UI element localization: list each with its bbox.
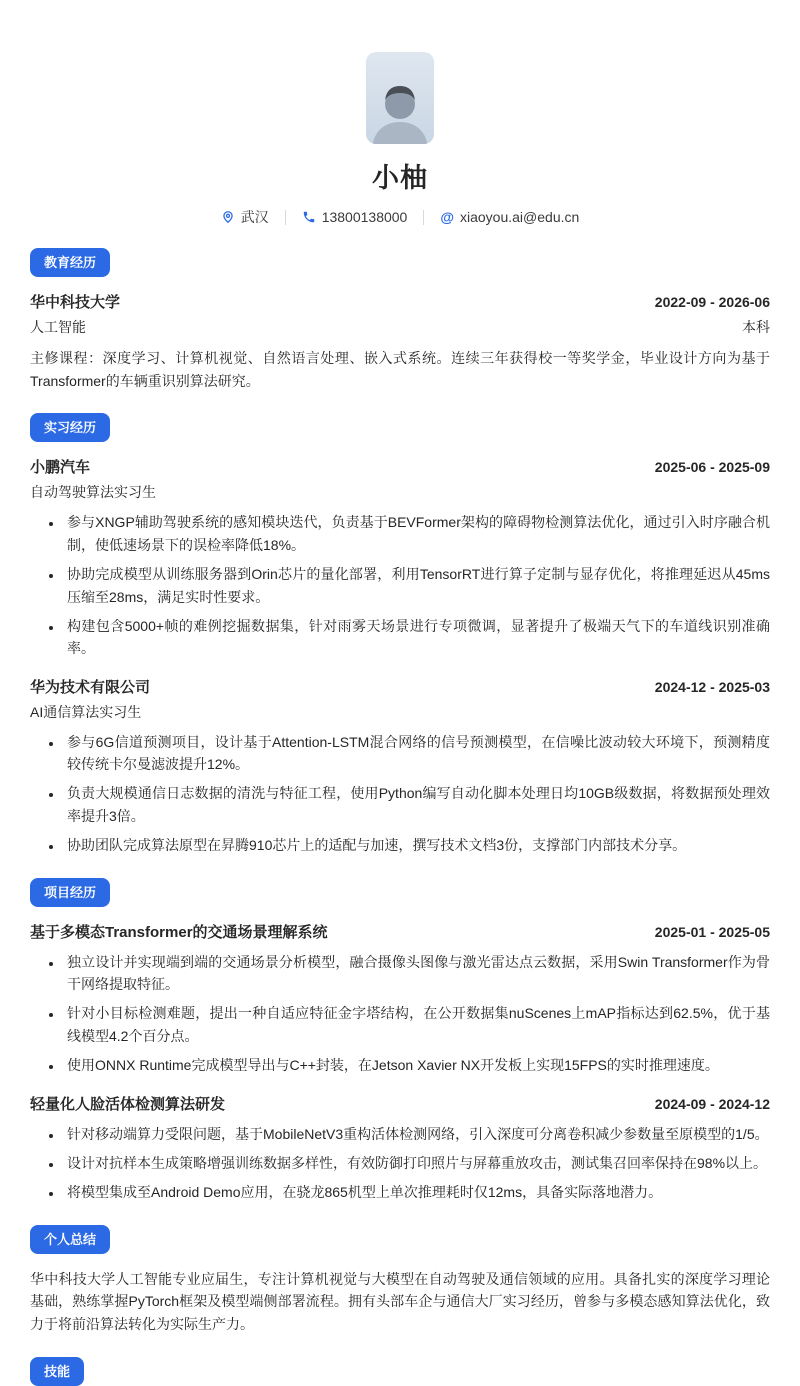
role-name: AI通信算法实习生: [30, 703, 142, 720]
phone-icon: [302, 210, 316, 224]
location-pin-icon: [221, 210, 235, 224]
project-head: [30, 921, 770, 942]
education-head: [30, 291, 770, 312]
degree-name: 本科: [742, 319, 770, 335]
bullet-item: • 协助完成模型从训练服务器到Orin芯片的量化部署，利用TensorRT进行算子定制与显存优化，将推理延迟从45ms压缩至28ms，满足实时性要求。: [63, 563, 770, 608]
contact-email: [440, 209, 579, 225]
summary-text: 华中科技大学人工智能专业应届生，专注计算机视觉与大模型在自动驾驶及通信领域的应用。具备扎实的深度学习理论基础，熟练掌握PyTorch框架及模型端侧部署流程。拥有头部车企与通信大厂实习经历，曾参与多模态感知算法优化，致力于将前沿算法转化为实际生产力。: [30, 1270, 770, 1333]
project-bullets: [30, 1123, 770, 1204]
section-projects: [30, 878, 770, 1204]
project-entry-traffic: [30, 921, 770, 1077]
profile-photo: [366, 52, 434, 144]
company-name: 华为技术有限公司: [30, 678, 151, 696]
contact-divider: [423, 210, 424, 225]
internship-head: [30, 676, 770, 697]
project-entry-face: [30, 1093, 770, 1204]
bullet-item: • 使用ONNX Runtime完成模型导出与C++封装，在Jetson Xavier NX开发板上实现15FPS的实时推理速度。: [63, 1054, 770, 1076]
education-subhead: [30, 317, 770, 337]
company-name: 小鹏汽车: [30, 459, 91, 477]
bullet-item: • 参与XNGP辅助驾驶系统的感知模块迭代，负责基于BEVFormer架构的障碍物检测算法优化，通过引入时序融合机制，使低速场景下的误检率降低18%。: [63, 511, 770, 556]
section-skills: [30, 1357, 770, 1386]
bullet-item: • 设计对抗样本生成策略增强训练数据多样性，有效防御打印照片与屏幕重放攻击，测试集召回率保持在98%以上。: [63, 1152, 770, 1174]
bullet-item: • 协助团队完成算法原型在昇腾910芯片上的适配与加速，撰写技术文档3份，支撑部门内部技术分享。: [63, 834, 770, 856]
section-badge-skills: 技能: [30, 1357, 84, 1386]
internship-bullets: [30, 731, 770, 857]
internship-entry-xpeng: [30, 456, 770, 659]
project-bullets: [30, 951, 770, 1077]
project-title: 轻量化人脸活体检测算法研发: [30, 1095, 226, 1113]
section-badge-projects: 项目经历: [30, 878, 110, 907]
internship-bullets: [30, 511, 770, 659]
bullet-item: • 构建包含5000+帧的难例挖掘数据集，针对雨雾天场景进行专项微调，显著提升了极端天气下的车道线识别准确率。: [63, 615, 770, 660]
bullet-item: • 针对小目标检测难题，提出一种自适应特征金字塔结构，在公开数据集nuScenes上mAP指标达到62.5%，优于基线模型4.2个百分点。: [63, 1002, 770, 1047]
education-description: 主修课程：深度学习、计算机视觉、自然语言处理、嵌入式系统。连续三年获得校一等奖学金，毕业设计方向为基于Transformer的车辆重识别算法研究。: [30, 350, 770, 389]
contact-phone: [302, 209, 408, 225]
at-icon: @: [440, 209, 454, 225]
resume-header: [30, 0, 770, 227]
internship-head: [30, 456, 770, 477]
section-education: [30, 248, 770, 392]
section-badge-summary: 个人总结: [30, 1225, 110, 1254]
bullet-item: • 独立设计并实现端到端的交通场景分析模型，融合摄像头图像与激光雷达点云数据，采用Swin Transformer作为骨干网络提取特征。: [63, 951, 770, 996]
education-date: 2022-09 - 2026-06: [654, 294, 770, 310]
section-badge-internship: 实习经历: [30, 413, 110, 442]
internship-date: 2025-06 - 2025-09: [654, 459, 770, 476]
role-name: 自动驾驶算法实习生: [30, 484, 156, 501]
bullet-item: • 针对移动端算力受限问题，基于MobileNetV3重构活体检测网络，引入深度可分离卷积减少参数量至原模型的1/5。: [63, 1123, 770, 1145]
person-silhouette-icon: [366, 78, 434, 144]
internship-role: [30, 482, 770, 502]
project-head: [30, 1093, 770, 1114]
school-name: 华中科技大学: [30, 294, 121, 311]
section-summary: [30, 1225, 770, 1336]
contact-location: [221, 207, 269, 227]
project-date: 2025-01 - 2025-05: [654, 923, 770, 940]
section-badge-education: 教育经历: [30, 248, 110, 277]
major-name: 人工智能: [30, 319, 86, 335]
internship-entry-huawei: [30, 676, 770, 857]
bullet-item: • 将模型集成至Android Demo应用，在骁龙865机型上单次推理耗时仅12ms，具备实际落地潜力。: [63, 1181, 770, 1203]
bullet-item: • 参与6G信道预测项目，设计基于Attention-LSTM混合网络的信号预测模型，在信噪比波动较大环境下，预测精度较传统卡尔曼滤波提升12%。: [63, 731, 770, 776]
education-entry: [30, 291, 770, 392]
location-text: 武汉: [240, 209, 269, 225]
email-text: xiaoyou.ai@edu.cn: [460, 209, 580, 225]
internship-role: [30, 702, 770, 722]
internship-date: 2024-12 - 2025-03: [654, 678, 770, 695]
project-title: 基于多模态Transformer的交通场景理解系统: [30, 923, 328, 941]
section-internship: [30, 413, 770, 856]
project-date: 2024-09 - 2024-12: [654, 1095, 770, 1112]
phone-text: 13800138000: [321, 209, 408, 225]
candidate-name: 小柚: [372, 163, 428, 193]
bullet-item: • 负责大规模通信日志数据的清洗与特征工程，使用Python编写自动化脚本处理日均10GB级数据，将数据预处理效率提升3倍。: [63, 782, 770, 827]
contact-row: [30, 207, 770, 227]
contact-divider: [285, 210, 286, 225]
